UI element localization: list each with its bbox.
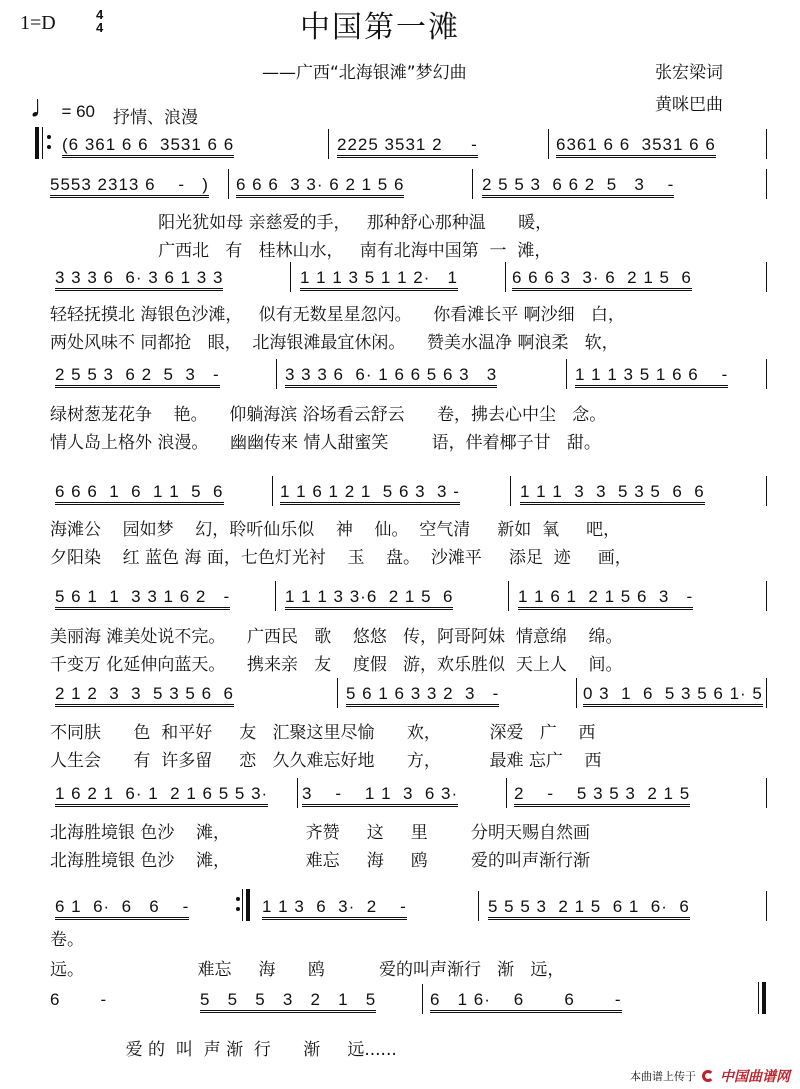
notes-text: 6 1 6· 6 6 - <box>430 990 622 1013</box>
measure <box>488 897 690 917</box>
measure <box>55 268 223 288</box>
barline <box>506 778 507 808</box>
measure <box>55 897 189 917</box>
lyric-line-verse-2: 远。 难忘 海 鸥 爱的叫声渐行 渐 远， <box>50 960 565 980</box>
measure <box>556 135 716 155</box>
notes-text: 2 5 5 3 6 2 5 3 - <box>55 365 220 388</box>
measure <box>236 175 404 195</box>
notes-text: 6 1 6· 6 6 - <box>55 897 189 920</box>
notes-text: 2 - 5 3 5 3 2 1 5 <box>514 784 690 807</box>
notes-text: 1 1 6 1 2 1 5 6 3 3 - <box>280 482 460 505</box>
lyric-line-coda: 爱 的 叫 声 渐 行 渐 远...... <box>50 1040 397 1060</box>
barline <box>566 359 567 389</box>
barline <box>472 169 473 199</box>
measure <box>346 684 499 704</box>
barline <box>766 476 767 506</box>
upload-credit <box>630 1066 790 1086</box>
measure <box>337 135 478 155</box>
measure <box>285 365 497 385</box>
notes-text: 1 1 1 3 5 1 6 6 - <box>575 365 728 388</box>
measure <box>55 784 268 804</box>
expression-marking: 抒情、浪漫 <box>113 108 198 128</box>
quarter-note-icon: ♩ <box>29 88 62 124</box>
time-signature-top: 4 <box>96 7 104 22</box>
barline <box>510 476 511 506</box>
barline <box>478 891 479 921</box>
notes-text: 5553 2313 6 - ) <box>50 175 209 198</box>
lyricist: 张宏梁词 <box>655 63 723 83</box>
barline <box>766 891 767 921</box>
tempo-value: = 60 <box>61 102 96 121</box>
barline <box>328 129 329 159</box>
measure <box>50 175 209 195</box>
measure <box>55 365 220 385</box>
notes-text: 5 5 5 3 2 1 5 6 1 6· 6 <box>488 897 690 920</box>
notes-text: 1 1 3 6 3· 2 - <box>262 897 407 920</box>
barline <box>337 678 338 708</box>
lyric-line-verse-2: 北海胜境银 色沙 滩， 难忘 海 鸥 爱的叫声渐行渐 <box>50 851 590 871</box>
score-row <box>0 897 800 927</box>
barline <box>422 984 423 1014</box>
notes-text: (6 361 6 6 3531 6 6 <box>62 135 234 158</box>
tempo-marking <box>20 70 95 122</box>
measure <box>583 684 763 704</box>
score-row <box>0 482 800 512</box>
barline <box>576 678 577 708</box>
notes-text: 1 1 1 3 3 5 3 5 6 6 <box>520 482 705 505</box>
lyric-line-verse-1: 不同肤 色 和平好 友 汇聚这里尽愉 欢， 深爱 广 西 <box>50 723 596 743</box>
time-signature-bottom: 4 <box>96 20 104 35</box>
barline <box>276 359 277 389</box>
score-row <box>0 268 800 298</box>
barline <box>290 262 291 292</box>
key-signature: 1=D <box>20 12 56 34</box>
lyric-line-verse-2: 两处风味不 同都抢 眼， 北海银滩最宜休闲。 赞美水温净 啊浪柔 软， <box>50 333 619 353</box>
measure <box>575 365 728 385</box>
notes-text: 6 - <box>50 990 108 1009</box>
measure <box>55 587 230 607</box>
measure <box>280 482 460 502</box>
barline <box>766 778 767 808</box>
measure <box>200 990 376 1010</box>
score-row <box>0 587 800 617</box>
barline <box>766 581 767 611</box>
notes-text: 6 6 6 3 3· 6 2 1 5 6 <box>512 268 692 291</box>
score-row <box>0 784 800 814</box>
barline <box>766 359 767 389</box>
measure <box>55 482 224 502</box>
lyric-line-verse-2: 情人岛上格外 浪漫。 幽幽传来 情人甜蜜笑 语，伴着椰子甘 甜。 <box>50 433 601 453</box>
subtitle: ——广西“北海银滩”梦幻曲 <box>262 63 467 83</box>
measure <box>518 587 693 607</box>
barline <box>228 169 229 199</box>
lyric-line-verse-1: 轻轻抚摸北 海银色沙滩， 似有无数星星忽闪。 你看滩长平 啊沙细 白， <box>50 305 625 325</box>
barline <box>505 262 506 292</box>
barline <box>297 778 298 808</box>
notes-text: 2 1 2 3 3 5 3 5 6 6 <box>55 684 234 707</box>
measure <box>285 587 453 607</box>
notes-text: 2 5 5 3 6 6 2 5 3 - <box>482 175 674 198</box>
measure <box>512 268 692 288</box>
barline <box>766 169 767 199</box>
notes-text: 1 1 1 3 5 1 1 2· 1 <box>300 268 458 291</box>
lyric-line-verse-1: 海滩公 园如梦 幻，聆听仙乐似 神 仙。 空气清 新如 氧 吧， <box>50 520 621 540</box>
barline <box>548 129 549 159</box>
notes-text: 0 3 1 6 5 3 5 6 1· 5 <box>583 684 763 707</box>
score-row <box>0 365 800 395</box>
notes-text: 1 1 1 3 3·6 2 1 5 6 <box>285 587 453 610</box>
notes-text: 5 6 1 6 3 3 2 3 - <box>346 684 499 707</box>
notes-text: 2225 3531 2 - <box>337 135 478 158</box>
notes-text: 6361 6 6 3531 6 6 <box>556 135 716 158</box>
measure <box>50 990 107 1010</box>
lyric-line-verse-2: 人生会 有 许多留 恋 久久难忘好地 方， 最难 忘广 西 <box>50 751 602 771</box>
notes-text: 3 3 3 6 6· 1 6 6 5 6 3 3 <box>285 365 497 388</box>
time-signature <box>96 8 103 34</box>
score-row <box>0 175 800 205</box>
measure <box>62 135 234 155</box>
notes-text: 5 6 1 1 3 3 1 6 2 - <box>55 587 230 610</box>
notes-text: 6 6 6 3 3· 6 2 1 5 6 <box>236 175 404 198</box>
measure <box>302 784 458 804</box>
site-logo-icon <box>702 1070 714 1082</box>
score-row <box>0 135 800 165</box>
barline <box>275 581 276 611</box>
barline <box>508 581 509 611</box>
lyric-line-verse-1: 绿树葱茏花争 艳。 仰躺海滨 浴场看云舒云 卷，拂去心中尘 念。 <box>50 405 607 425</box>
upload-credit-text: 本曲谱上传于 <box>630 1070 696 1083</box>
notes-text: 1 6 2 1 6· 1 2 1 6 5 5 3· <box>55 784 268 807</box>
measure <box>520 482 705 502</box>
lyric-line-verse-1: 北海胜境银 色沙 滩， 齐赞 这 里 分明天赐自然画 <box>50 823 590 843</box>
measure <box>262 897 407 917</box>
lyric-line-verse-2: 广西北 有 桂林山水， 南有北海中国第 一 滩， <box>50 241 552 261</box>
measure <box>55 684 234 704</box>
song-title: 中国第一滩 <box>300 10 460 45</box>
score-row <box>0 684 800 714</box>
measure <box>482 175 674 195</box>
notes-text: 1 1 6 1 2 1 5 6 3 - <box>518 587 693 610</box>
site-logo-text[interactable]: 中国曲谱网 <box>720 1069 790 1085</box>
measure <box>514 784 690 804</box>
lyric-line-verse-1: 美丽海 滩美处说不完。 广西民 歌 悠悠 传，阿哥阿妹 情意绵 绵。 <box>50 627 623 647</box>
measure <box>430 990 622 1010</box>
barline <box>766 262 767 292</box>
notes-text: 5 5 5 3 2 1 5 <box>200 990 376 1013</box>
notes-text: 6 6 6 1 6 1 1 5 6 <box>55 482 224 505</box>
barline <box>766 678 767 708</box>
lyric-line-verse-2: 夕阳染 红 蓝色 海 面，七色灯光衬 玉 盘。 沙滩平 添足 迹 画， <box>50 548 632 568</box>
lyric-line-verse-1: 卷。 <box>50 930 84 950</box>
notes-text: 3 3 3 6 6· 3 6 1 3 3 <box>55 268 223 291</box>
notes-text: 3 - 1 1 3 6 3· <box>302 784 458 807</box>
barline <box>766 129 767 159</box>
score-row <box>0 990 800 1020</box>
measure <box>300 268 458 288</box>
lyric-line-verse-1: 阳光犹如母 亲慈爱的手， 那种舒心那种温 暖， <box>50 213 553 233</box>
composer: 黄咪巴曲 <box>655 95 723 115</box>
lyric-line-verse-2: 千变万 化延伸向蓝天。 携来亲 友 度假 游，欢乐胜似 天上人 间。 <box>50 655 623 675</box>
barline <box>272 476 273 506</box>
